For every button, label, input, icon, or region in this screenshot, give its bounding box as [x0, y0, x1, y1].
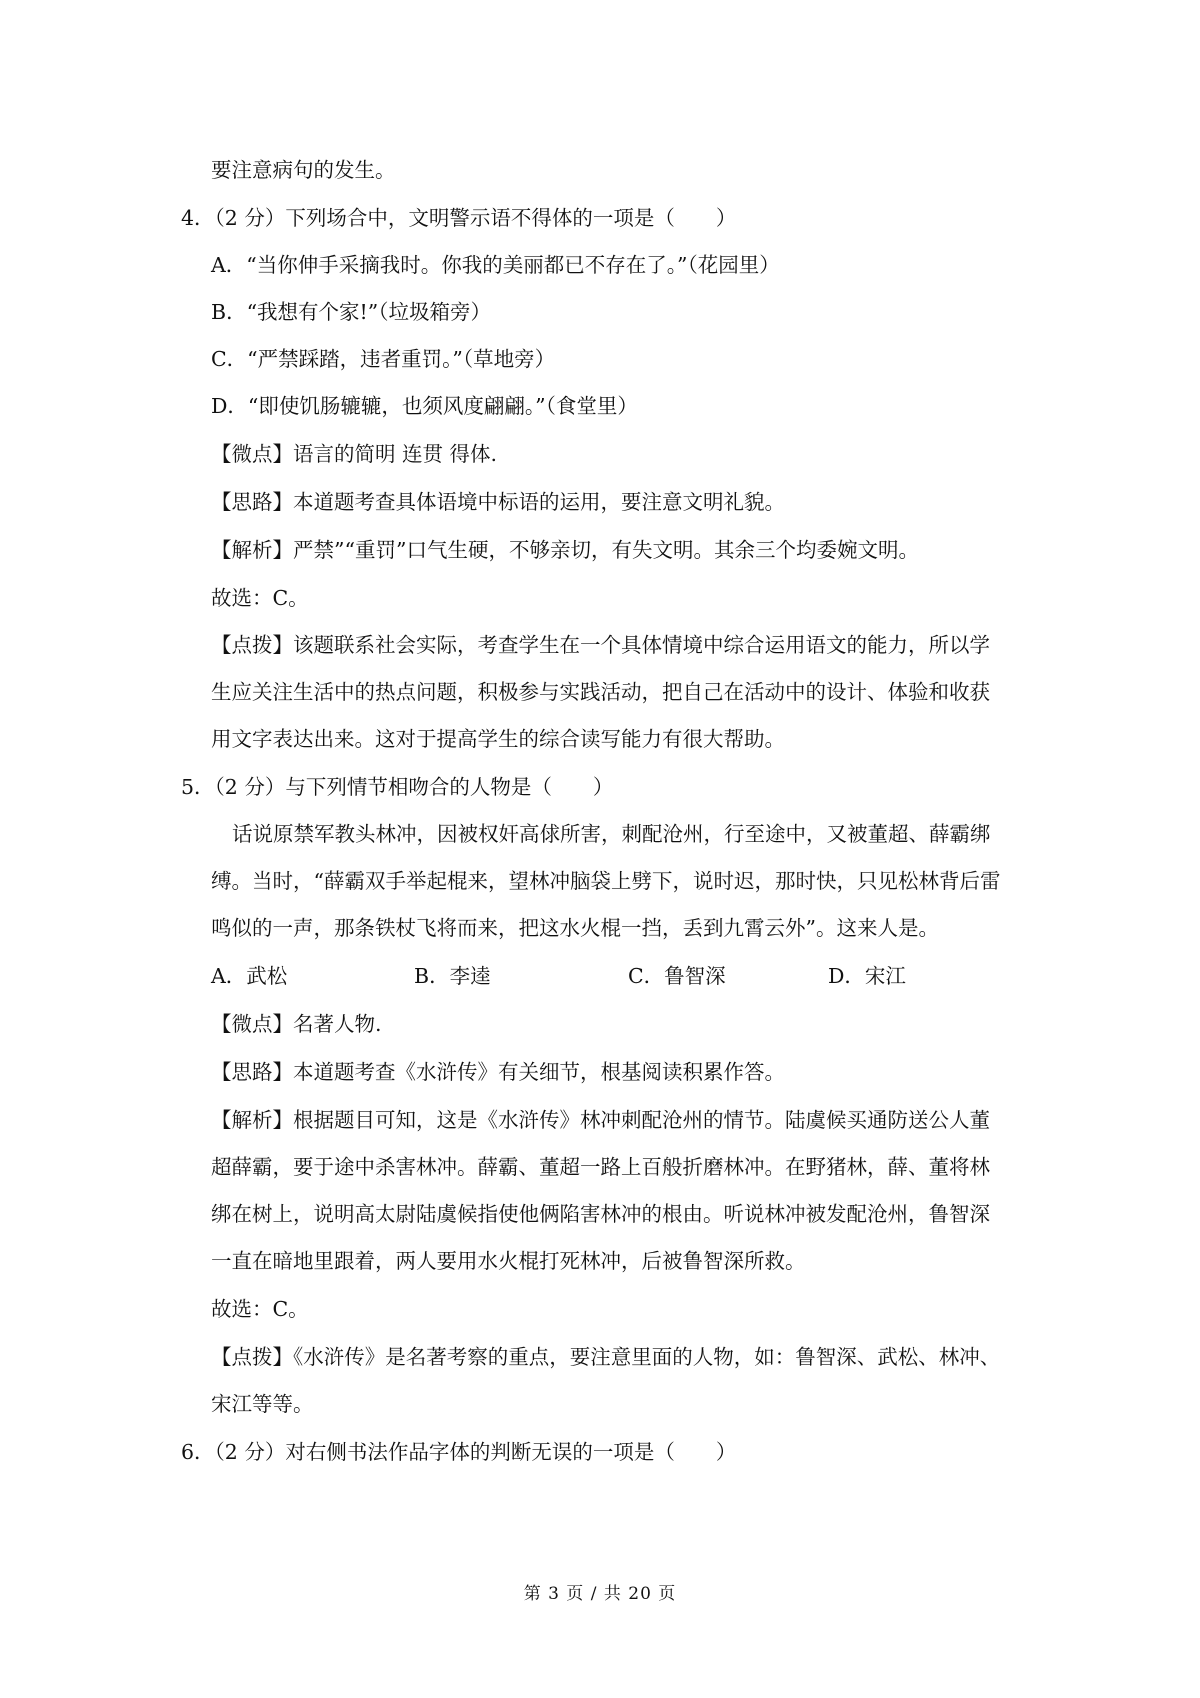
question-5-passage-line-1: 话说原禁军教头林冲，因被权奸高俅所害，刺配沧州，行至途中，又被董超、薛霸绑 — [232, 822, 991, 846]
question-5-passage-line-2: 缚。当时，“薛霸双手举起棍来，望林冲脑袋上劈下，说时迟，那时快，只见松林背后雷 — [211, 869, 1001, 893]
page-footer: 第 3 页 / 共 20 页 — [523, 1584, 677, 1604]
question-5-choice-d: D．宋江 — [828, 964, 906, 988]
question-4-option-b: B．“我想有个家!”（垃圾箱旁） — [211, 300, 492, 324]
question-5-jiexi-line-2: 超薛霸，要于途中杀害林冲。薛霸、董超一路上百般折磨林冲。在野猪林，薛、董将林 — [211, 1155, 990, 1179]
question-4-dianbo-line-2: 生应关注生活中的热点问题，积极参与实践活动，把自己在活动中的设计、体验和收获 — [211, 680, 990, 704]
top-continuation: 要注意病句的发生。 — [211, 158, 396, 182]
question-4-option-c: C．“严禁踩踏，违者重罚。”（草地旁） — [211, 347, 556, 371]
question-5-jiexi-line-3: 绑在树上，说明高太尉陆虞候指使他俩陷害林冲的根由。听说林冲被发配沧州，鲁智深 — [211, 1202, 990, 1226]
question-4-option-a: A．“当你伸手采摘我时。你我的美丽都已不存在了。”（花园里） — [211, 253, 780, 277]
question-4-silu: 【思路】本道题考查具体语境中标语的运用，要注意文明礼貌。 — [211, 490, 785, 514]
question-5-answer: 故选：C。 — [211, 1297, 309, 1321]
question-4-jiexi: 【解析】严禁”“重罚”口气生硬，不够亲切，有失文明。其余三个均委婉文明。 — [211, 538, 919, 562]
question-5-jiexi-line-4: 一直在暗地里跟着，两人要用水火棍打死林冲，后被鲁智深所救。 — [211, 1249, 806, 1273]
question-5-choice-b: B．李逵 — [414, 964, 491, 988]
question-4-stem: 4．（2 分）下列场合中，文明警示语不得体的一项是（ ） — [181, 206, 737, 230]
question-5-dianbo-line-1: 【点拨】《水浒传》是名著考察的重点，要注意里面的人物，如：鲁智深、武松、林冲、 — [211, 1345, 1001, 1369]
question-5-jiexi-line-1: 【解析】根据题目可知，这是《水浒传》林冲刺配沧州的情节。陆虞候买通防送公人董 — [211, 1108, 990, 1132]
question-4-weidian: 【微点】语言的简明 连贯 得体. — [211, 442, 498, 466]
question-5-dianbo-line-2: 宋江等等。 — [211, 1392, 314, 1416]
question-4-option-d: D．“即使饥肠辘辘，也须风度翩翩。”（食堂里） — [211, 394, 638, 418]
question-4-dianbo-line-3: 用文字表达出来。这对于提高学生的综合读写能力有很大帮助。 — [211, 727, 785, 751]
question-5-passage-line-3: 鸣似的一声，那条铁杖飞将而来，把这水火棍一挡，丢到九霄云外”。这来人是。 — [211, 916, 939, 940]
question-4-answer: 故选：C。 — [211, 586, 309, 610]
question-5-weidian: 【微点】名著人物. — [211, 1012, 382, 1036]
question-5-silu: 【思路】本道题考查《水浒传》有关细节，根基阅读积累作答。 — [211, 1060, 785, 1084]
question-5-choices — [211, 961, 1011, 991]
question-6-stem: 6．（2 分）对右侧书法作品字体的判断无误的一项是（ ） — [181, 1440, 737, 1464]
question-5-stem: 5．（2 分）与下列情节相吻合的人物是（ ） — [181, 775, 614, 799]
question-4-dianbo-line-1: 【点拨】该题联系社会实际，考查学生在一个具体情境中综合运用语文的能力，所以学 — [211, 633, 990, 657]
question-5-choice-a: A．武松 — [211, 964, 288, 988]
question-5-choice-c: C．鲁智深 — [628, 964, 726, 988]
